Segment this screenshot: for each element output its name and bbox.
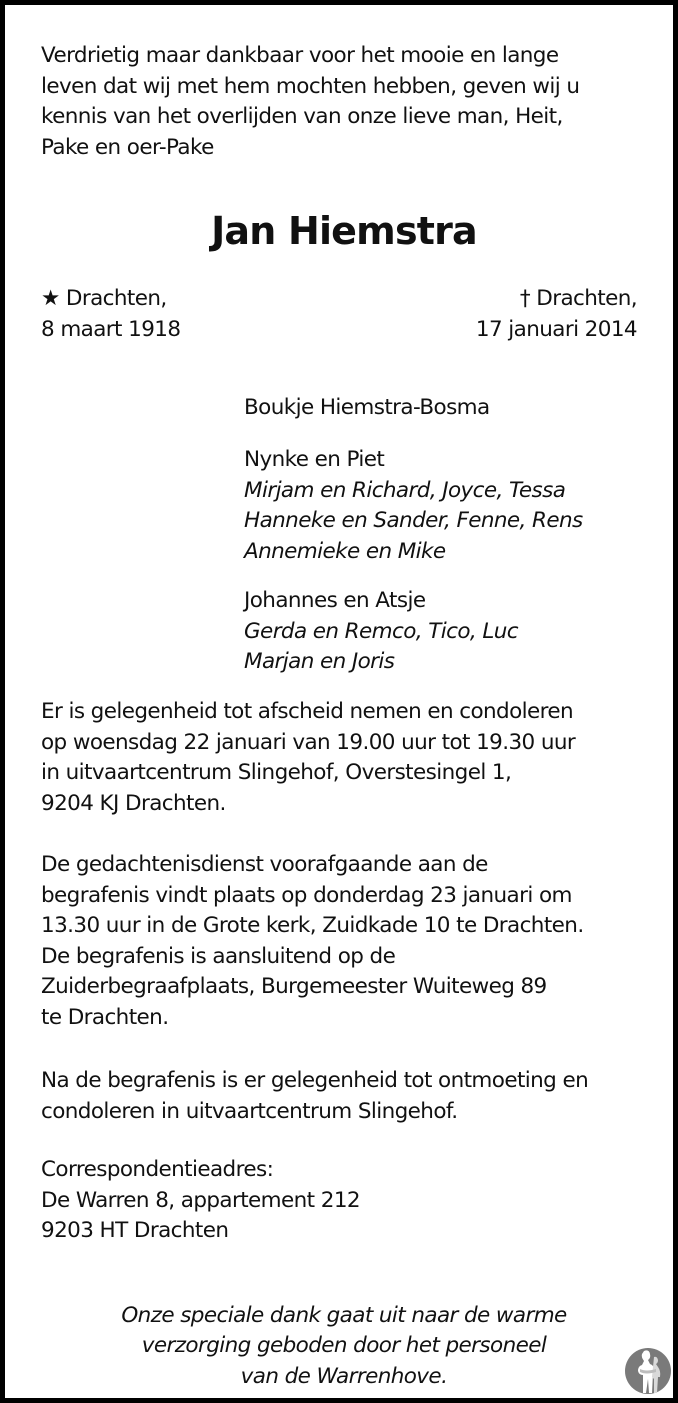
intro-line: kennis van het overlijden van onze lieve man, Heit, <box>41 104 563 129</box>
paragraph-line: 13.30 uur in de Grote kerk, Zuidkade 10 te Drachten. <box>41 913 584 938</box>
thanks-line: Onze speciale dank gaat uit naar de warme <box>121 1302 567 1328</box>
paragraph-line: condoleren in uitvaartcentrum Slingehof. <box>41 1098 458 1124</box>
death-place: † Drachten, <box>519 286 637 311</box>
spouse <box>244 393 490 424</box>
family-group-2 <box>244 586 518 678</box>
intro-line: Pake en oer-Pake <box>41 134 214 160</box>
paragraph-line: 9204 KJ Drachten. <box>41 790 226 816</box>
family-children: Gerda en Remco, Tico, Luc <box>244 618 519 644</box>
birth-place: ★ Drachten, <box>41 286 167 311</box>
paragraph-line: De gedachtenisdienst voorafgaande aan de <box>41 852 488 877</box>
service-paragraph <box>41 850 584 1033</box>
address-city: 9203 HT Drachten <box>41 1218 229 1243</box>
birth-info <box>41 284 180 345</box>
correspondence-address <box>41 1155 360 1247</box>
address-label: Correspondentieadres: <box>41 1157 274 1182</box>
thanks-line: van de Warrenhove. <box>240 1363 448 1389</box>
paragraph-line: Na de begrafenis is er gelegenheid tot ontmoeting en <box>41 1068 589 1093</box>
family-children: Hanneke en Sander, Fenne, Rens <box>244 508 583 533</box>
family-children: Annemieke en Mike <box>244 538 446 564</box>
family-children: Mirjam en Richard, Joyce, Tessa <box>244 477 566 503</box>
after-burial-paragraph <box>41 1066 588 1127</box>
address-street: De Warren 8, appartement 212 <box>41 1187 360 1213</box>
paragraph-line: Zuiderbegraafplaats, Burgemeester Wuiteweg 89 <box>41 974 547 999</box>
family-children: Marjan en Joris <box>244 649 395 674</box>
birth-date: 8 maart 1918 <box>41 316 181 342</box>
deceased-name: Jan Hiemstra <box>211 209 477 253</box>
spouse-name: Boukje Hiemstra-Bosma <box>244 395 490 420</box>
death-date: 17 januari 2014 <box>475 316 637 342</box>
paragraph-line: te Drachten. <box>41 1004 169 1030</box>
paragraph-line: begrafenis vindt plaats op donderdag 23 januari om <box>41 882 572 908</box>
intro-line: leven dat wij met hem mochten hebben, geven wij u <box>41 73 580 99</box>
family-parents: Johannes en Atsje <box>244 588 426 613</box>
paragraph-line: Er is gelegenheid tot afscheid nemen en condoleren <box>41 699 574 724</box>
farewell-paragraph <box>41 697 575 819</box>
paragraph-line: op woensdag 22 januari van 19.00 uur tot 19.30 uur <box>41 729 576 755</box>
death-info <box>476 284 637 345</box>
thanks-message <box>5 1301 678 1393</box>
family-parents: Nynke en Piet <box>244 447 385 472</box>
thanks-line: verzorging geboden door het personeel <box>141 1333 547 1358</box>
paragraph-line: De begrafenis is aansluitend op de <box>41 943 396 969</box>
intro-line: Verdrietig maar dankbaar voor het mooie en lange <box>41 43 559 68</box>
embracing-figures-icon <box>624 1347 672 1395</box>
paragraph-line: in uitvaartcentrum Slingehof, Overstesingel 1, <box>41 760 512 785</box>
intro-paragraph <box>41 41 579 163</box>
family-group-1 <box>244 445 583 567</box>
